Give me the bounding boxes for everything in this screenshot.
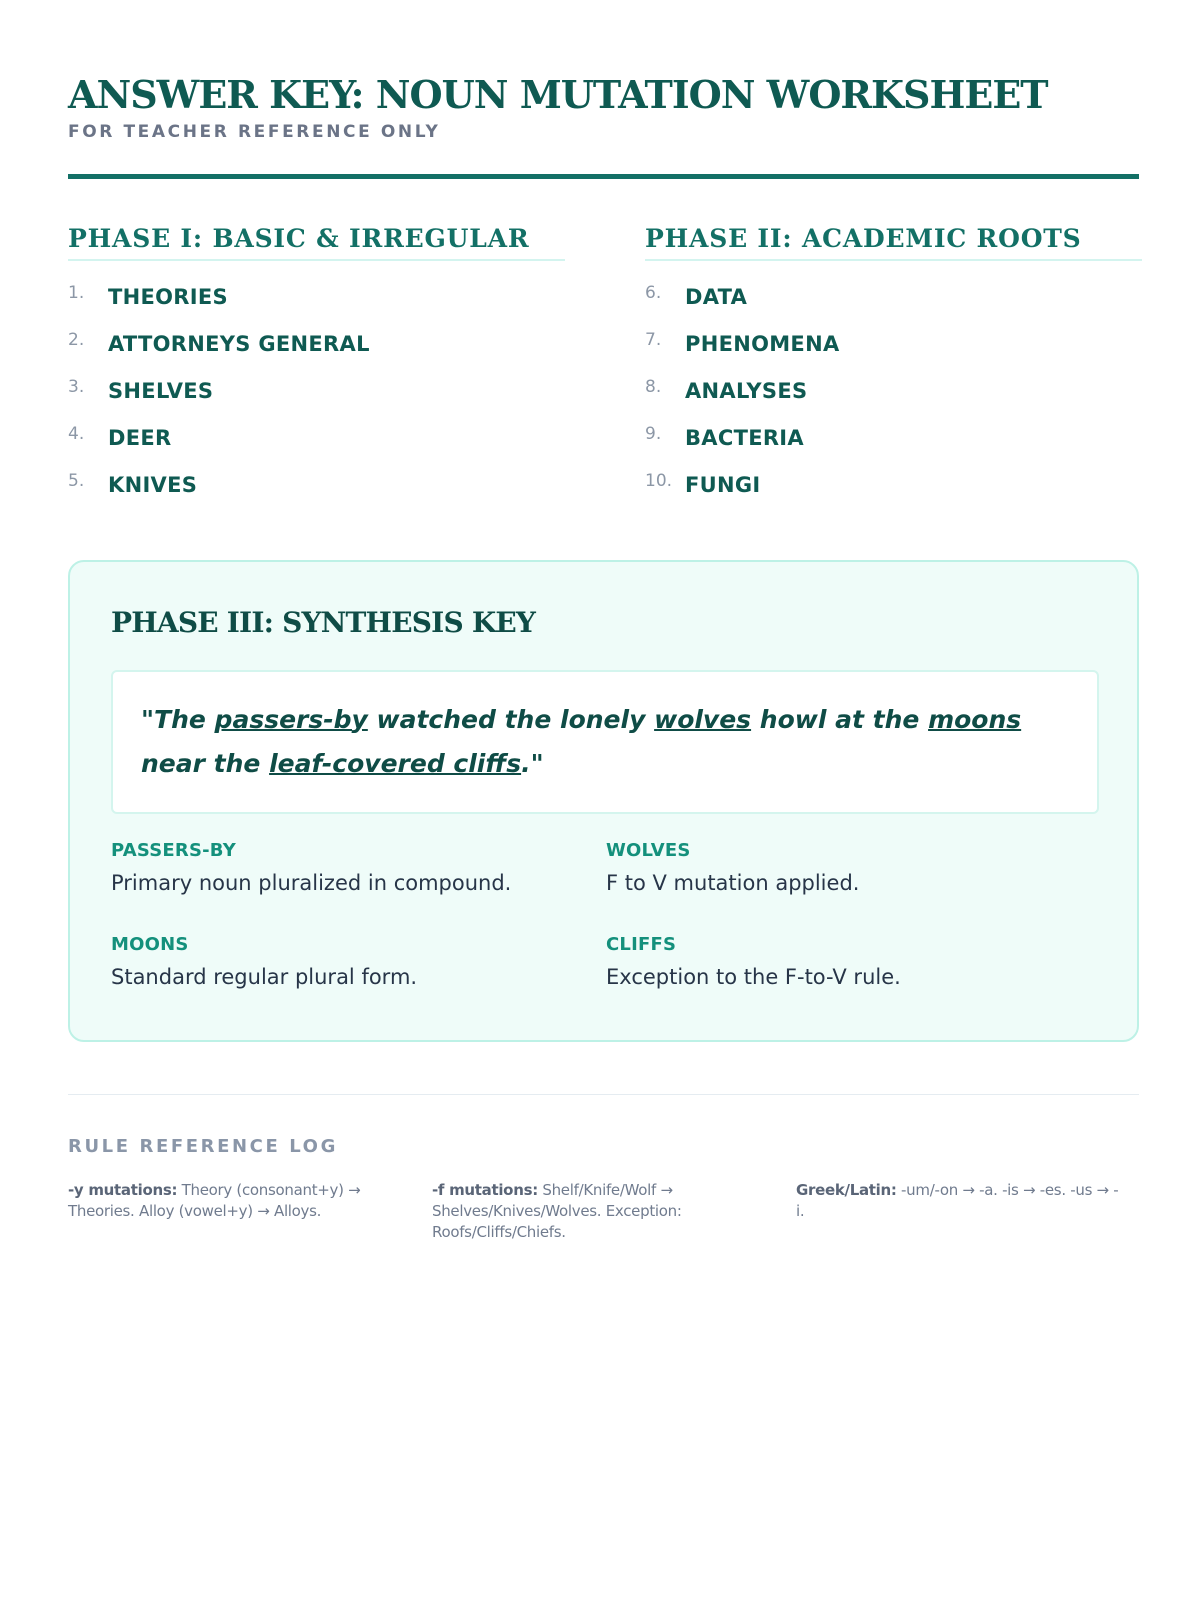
answer-item (68, 328, 565, 375)
sentence-text: near the (141, 749, 270, 778)
note-cliffs (606, 934, 1076, 989)
header-divider (68, 174, 1139, 179)
answer-number: 9. (645, 424, 662, 444)
note-term: PASSERS-BY (111, 840, 236, 861)
answer-item (68, 375, 565, 422)
answer-number: 8. (645, 377, 662, 397)
answer-number: 7. (645, 330, 662, 350)
answer-word: FUNGI (685, 473, 761, 497)
sentence-text: ." (521, 749, 544, 778)
note-wolves (606, 840, 1076, 895)
rule-text: Shelf/Knife/Wolf → Shelves/Knives/Wolves. Exception: Roofs/Cliffs/Chiefs. (432, 1181, 682, 1241)
sentence-text: "The (141, 705, 215, 734)
phase-2-answer-list (645, 281, 1142, 516)
footer-divider (68, 1094, 1139, 1095)
note-passers-by (111, 840, 581, 895)
answer-number: 3. (68, 377, 85, 397)
answer-item (68, 422, 565, 469)
highlighted-noun: wolves (654, 705, 752, 734)
synthesis-sentence (111, 670, 1099, 814)
answer-number: 6. (645, 283, 662, 303)
answer-word: PHENOMENA (685, 332, 840, 356)
note-moons (111, 934, 581, 989)
rule-label: -f mutations: (432, 1181, 538, 1199)
note-term: CLIFFS (606, 934, 677, 955)
rule-entry-greek-latin (796, 1180, 1121, 1222)
answer-word: ATTORNEYS GENERAL (108, 332, 370, 356)
note-description: Exception to the F-to-V rule. (606, 965, 901, 989)
answer-word: ANALYSES (685, 379, 808, 403)
synthesis-key-card (68, 560, 1139, 1042)
phase-2-heading: PHASE II: ACADEMIC ROOTS (645, 224, 1142, 261)
rule-entry-y (68, 1180, 393, 1222)
answer-word: SHELVES (108, 379, 214, 403)
note-term: WOLVES (606, 840, 691, 861)
answer-item (68, 469, 565, 516)
answer-item (645, 281, 1142, 328)
answer-number: 10. (645, 471, 673, 491)
answer-word: BACTERIA (685, 426, 804, 450)
answer-word: KNIVES (108, 473, 198, 497)
rule-text: Theory (consonant+y) → Theories. Alloy (vowel+y) → Alloys. (68, 1181, 361, 1220)
highlighted-noun: moons (928, 705, 1022, 734)
answer-number: 5. (68, 471, 85, 491)
answer-number: 2. (68, 330, 85, 350)
rule-label: -y mutations: (68, 1181, 178, 1199)
phase-1-answer-list (68, 281, 565, 516)
highlighted-noun: passers-by (214, 705, 368, 734)
note-term: MOONS (111, 934, 189, 955)
rule-label: Greek/Latin: (796, 1181, 897, 1199)
sentence-text: howl at the (751, 705, 929, 734)
answer-item (645, 469, 1142, 516)
answer-item (68, 281, 565, 328)
answer-word: DATA (685, 285, 748, 309)
page-title: ANSWER KEY: NOUN MUTATION WORKSHEET (68, 72, 1048, 117)
phase-1-section (68, 224, 565, 516)
rule-entry-f (432, 1180, 757, 1243)
highlighted-noun: leaf-covered cliffs (269, 749, 522, 778)
phase-3-heading: PHASE III: SYNTHESIS KEY (111, 606, 536, 639)
sentence-text: watched the lonely (367, 705, 655, 734)
answer-word: THEORIES (108, 285, 228, 309)
answer-item (645, 375, 1142, 422)
note-description: F to V mutation applied. (606, 871, 860, 895)
phase-2-section (645, 224, 1142, 516)
phase-1-heading: PHASE I: BASIC & IRREGULAR (68, 224, 565, 261)
answer-item (645, 328, 1142, 375)
rule-log-heading: RULE REFERENCE LOG (68, 1136, 338, 1157)
page-subtitle: FOR TEACHER REFERENCE ONLY (68, 122, 441, 142)
note-description: Standard regular plural form. (111, 965, 418, 989)
note-description: Primary noun pluralized in compound. (111, 871, 512, 895)
rule-text: -um/-on → -a. -is → -es. -us → -i. (796, 1181, 1119, 1220)
answer-number: 1. (68, 283, 85, 303)
answer-number: 4. (68, 424, 85, 444)
answer-word: DEER (108, 426, 172, 450)
answer-item (645, 422, 1142, 469)
